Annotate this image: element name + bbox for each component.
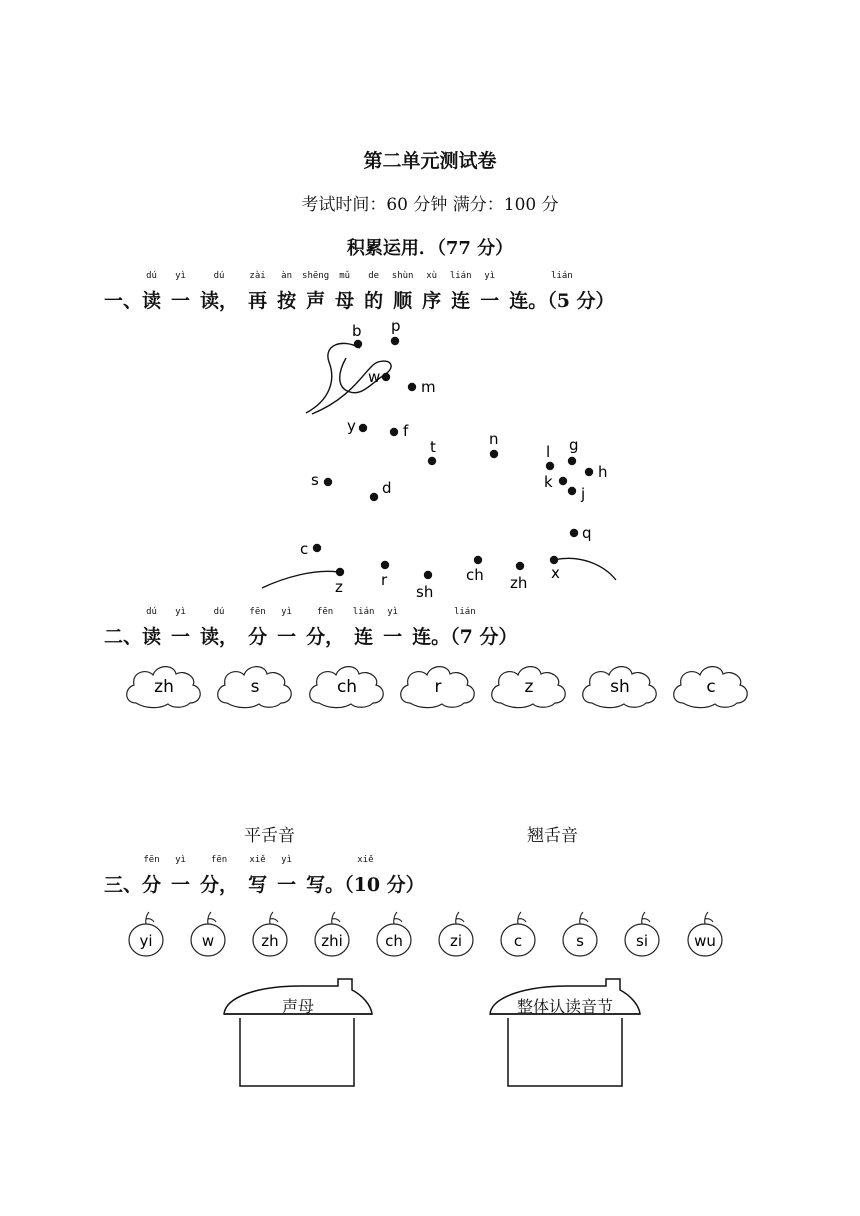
dot-label-m: m bbox=[421, 378, 436, 396]
apple-label: wu bbox=[694, 932, 716, 950]
dot-label-p: p bbox=[391, 317, 401, 335]
pinyin-annotation: fēn bbox=[210, 855, 228, 865]
dot-label-t: t bbox=[430, 438, 436, 456]
pinyin-annotation: de bbox=[368, 271, 380, 281]
apple-label: zhi bbox=[321, 932, 343, 950]
hanzi: 分， bbox=[306, 626, 345, 648]
pinyin-annotation: xiě bbox=[249, 855, 266, 865]
pinyin-annotation: shùn bbox=[391, 271, 414, 281]
dot-label-zh: zh bbox=[510, 574, 528, 592]
pinyin-annotation: yì bbox=[175, 271, 186, 281]
dot-label-f: f bbox=[403, 422, 409, 440]
dot-label-b: b bbox=[352, 322, 362, 340]
hanzi: 读 bbox=[142, 290, 162, 312]
pinyin-annotation: fēn bbox=[249, 607, 266, 617]
dot-label-s: s bbox=[311, 471, 319, 489]
pinyin-annotation: lián bbox=[352, 607, 375, 617]
pinyin-annotation: yì bbox=[484, 271, 496, 281]
pinyin-annotation: xiě bbox=[357, 855, 374, 865]
question-number: 二、 bbox=[104, 626, 143, 648]
dot-label-q: q bbox=[582, 524, 592, 542]
question-number: 三、 bbox=[104, 874, 143, 896]
hanzi: 一 bbox=[171, 874, 191, 896]
pinyin-annotation: lián bbox=[453, 607, 476, 617]
dot-label-y: y bbox=[347, 417, 356, 435]
page-title: 第二单元测试卷 bbox=[363, 150, 497, 172]
dot-label-g: g bbox=[569, 436, 579, 454]
dot-label-z: z bbox=[335, 578, 343, 596]
hanzi: 序 bbox=[422, 290, 442, 312]
dot-label-n: n bbox=[489, 430, 499, 448]
hanzi: 一 bbox=[171, 290, 191, 312]
apple-label: zi bbox=[449, 932, 463, 950]
dot-label-h: h bbox=[598, 463, 608, 481]
dot-label-k: k bbox=[544, 473, 553, 491]
house-label-initials: 声母 bbox=[281, 997, 314, 1016]
dot-label-ch: ch bbox=[466, 566, 484, 584]
hanzi: 写 bbox=[248, 874, 268, 896]
section-heading: 积累运用．（77 分） bbox=[346, 238, 514, 259]
hanzi: 连。（7 分） bbox=[412, 626, 518, 648]
apple-label: c bbox=[513, 932, 523, 950]
hanzi: 读， bbox=[200, 626, 239, 648]
apple-label: ch bbox=[385, 932, 403, 950]
hanzi: 顺 bbox=[393, 290, 413, 312]
hanzi: 读 bbox=[142, 626, 162, 648]
pinyin-annotation: dú bbox=[146, 607, 157, 617]
cloud-label: z bbox=[524, 677, 534, 697]
hanzi: 再 bbox=[248, 290, 268, 312]
pinyin-annotation: zài bbox=[249, 271, 266, 281]
pinyin-annotation: yì bbox=[281, 607, 292, 617]
hanzi: 写。（10 分） bbox=[306, 874, 425, 896]
apple-label: si bbox=[636, 932, 648, 950]
pinyin-annotation: dú bbox=[213, 271, 225, 281]
hanzi: 分， bbox=[200, 874, 239, 896]
hanzi: 声 bbox=[306, 290, 326, 312]
dot-label-x: x bbox=[551, 564, 560, 582]
hanzi: 一 bbox=[277, 874, 297, 896]
apple-label: w bbox=[201, 932, 215, 950]
question-number: 一、 bbox=[104, 290, 143, 312]
cloud-label: c bbox=[706, 677, 716, 697]
pinyin-annotation: yì bbox=[175, 855, 186, 865]
house-label-whole-syllables: 整体认读音节 bbox=[516, 997, 613, 1016]
apple-label: yi bbox=[139, 932, 153, 950]
pinyin-annotation: shēng bbox=[302, 271, 330, 281]
hanzi: 一 bbox=[171, 626, 191, 648]
pinyin-annotation: yì bbox=[387, 607, 399, 617]
apple-label: s bbox=[576, 932, 584, 950]
hanzi: 一 bbox=[277, 626, 297, 648]
pinyin-annotation: dú bbox=[213, 607, 225, 617]
pinyin-annotation: xù bbox=[426, 271, 438, 281]
hanzi: 分 bbox=[248, 626, 268, 648]
dot-label-sh: sh bbox=[416, 583, 434, 601]
pinyin-annotation: dú bbox=[146, 271, 157, 281]
hanzi: 读， bbox=[200, 290, 239, 312]
dot-label-c: c bbox=[300, 540, 309, 558]
pinyin-annotation: yì bbox=[175, 607, 186, 617]
dot-label-w: w bbox=[368, 368, 381, 386]
hanzi: 按 bbox=[277, 290, 297, 312]
dot-label-l: l bbox=[546, 443, 551, 461]
cloud-label: s bbox=[250, 677, 260, 697]
apple-label: zh bbox=[261, 932, 279, 950]
pinyin-annotation: fēn bbox=[316, 607, 334, 617]
cloud-label: sh bbox=[610, 677, 630, 697]
pinyin-annotation: lián bbox=[551, 271, 573, 281]
dot-label-r: r bbox=[381, 571, 388, 589]
hanzi: 连 bbox=[354, 626, 374, 648]
exam-info: 考试时间：60 分钟 满分：100 分 bbox=[301, 195, 559, 215]
pinyin-annotation: fēn bbox=[143, 855, 160, 865]
hanzi: 连。（5 分） bbox=[509, 290, 615, 312]
hanzi: 连 bbox=[451, 290, 471, 312]
hanzi: 母 bbox=[335, 290, 355, 312]
hanzi: 一 bbox=[480, 290, 500, 312]
pinyin-annotation: mǔ bbox=[339, 271, 351, 281]
dot-label-j: j bbox=[581, 485, 586, 503]
pinyin-annotation: àn bbox=[281, 271, 292, 281]
pinyin-annotation: yì bbox=[281, 855, 292, 865]
dot-label-d: d bbox=[382, 479, 392, 497]
cloud-label: zh bbox=[154, 677, 174, 697]
hanzi: 的 bbox=[364, 290, 384, 312]
hanzi: 一 bbox=[383, 626, 403, 648]
cloud-label: r bbox=[434, 677, 442, 697]
category-flat-tongue: 平舌音 bbox=[244, 826, 295, 846]
cloud-label: ch bbox=[336, 677, 358, 697]
pinyin-annotation: lián bbox=[449, 271, 472, 281]
category-retroflex: 翘舌音 bbox=[527, 826, 578, 846]
hanzi: 分 bbox=[142, 874, 162, 896]
